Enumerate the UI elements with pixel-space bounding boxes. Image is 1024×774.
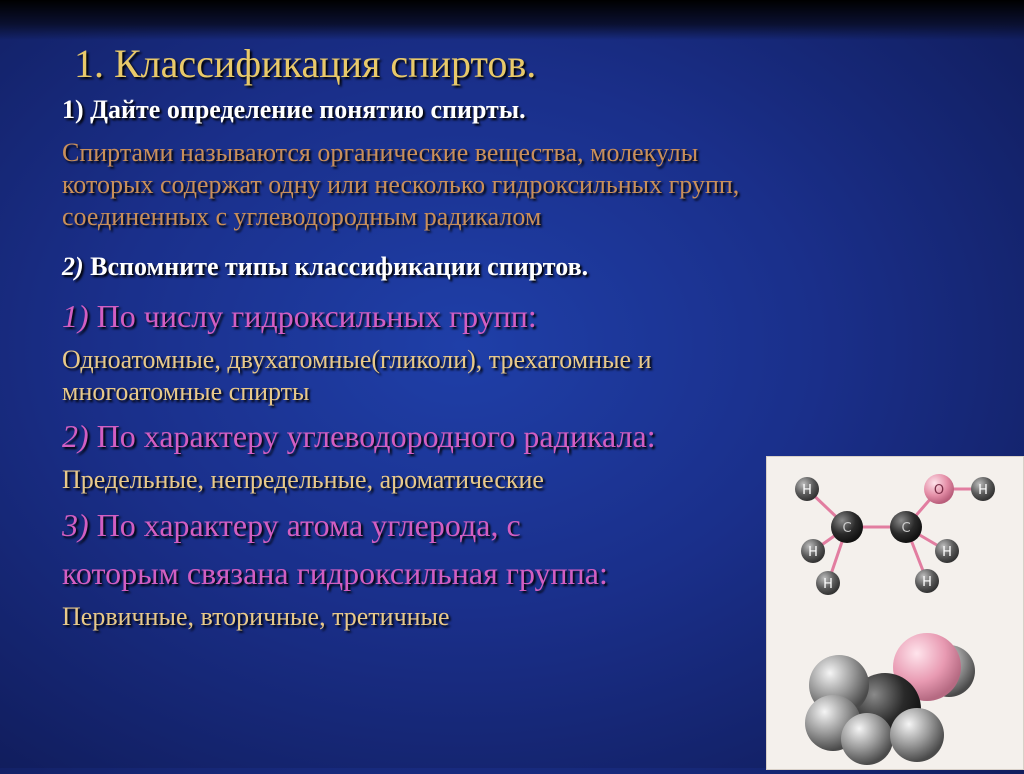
svg-text:H: H <box>823 577 833 592</box>
hydrogen-atom <box>935 539 959 563</box>
oxygen-atom <box>924 474 954 504</box>
type-2-heading <box>62 418 656 455</box>
top-band <box>0 0 1024 40</box>
question-2-number: 2) <box>62 252 84 281</box>
svg-text:C: C <box>842 521 852 536</box>
svg-text:H: H <box>808 545 818 560</box>
type-3-heading-line-1 <box>62 507 521 544</box>
question-2 <box>62 252 588 282</box>
hydrogen-atom <box>795 477 819 501</box>
svg-text:H: H <box>802 483 812 498</box>
hydrogen-atom <box>816 571 840 595</box>
type-3-heading-text: По характеру атома углерода, с <box>88 507 521 543</box>
definition-line-1: Спиртами называются органические вещества, молекулы <box>62 138 699 167</box>
type-2-heading-text: По характеру углеводородного радикала: <box>88 418 656 454</box>
svg-text:C: C <box>901 521 911 536</box>
type-3-answer: Первичные, вторичные, третичные <box>62 602 450 631</box>
carbon-atom <box>831 511 863 543</box>
type-1-number: 1) <box>62 298 89 334</box>
question-1: 1) Дайте определение понятию спирты. <box>62 95 526 124</box>
hydrogen-atom <box>971 477 995 501</box>
question-2-text: Вспомните типы классификации спиртов. <box>83 252 589 281</box>
type-2-number: 2) <box>62 418 89 454</box>
type-3-number: 3) <box>62 507 89 543</box>
hydrogen-atom <box>801 539 825 563</box>
svg-text:H: H <box>978 483 988 498</box>
slide-title: 1. Классификация спиртов. <box>74 41 537 86</box>
svg-text:H: H <box>942 545 952 560</box>
hydrogen-atom <box>915 569 939 593</box>
definition-line-3: соединенных с углеводородным радикалом <box>62 202 542 231</box>
type-3-heading-line-2: которым связана гидроксильная группа: <box>62 555 608 591</box>
type-1-heading <box>62 298 537 335</box>
definition-line-2: которых содержат одну или несколько гидроксильных групп, <box>62 170 740 199</box>
svg-text:O: O <box>933 483 945 498</box>
type-1-answer-line-1: Одноатомные, двухатомные(гликоли), трехатомные и <box>62 345 652 374</box>
svg-text:H: H <box>922 575 932 590</box>
type-1-heading-text: По числу гидроксильных групп: <box>88 298 537 334</box>
carbon-atom <box>890 511 922 543</box>
type-2-answer: Предельные, непредельные, ароматические <box>62 465 544 494</box>
molecule-illustration <box>766 456 1024 770</box>
hydrogen-sphere <box>890 708 944 762</box>
hydrogen-sphere <box>841 713 893 765</box>
ethanol-molecule-svg <box>767 457 1023 769</box>
type-1-answer-line-2: многоатомные спирты <box>62 377 310 406</box>
space-filling-model <box>805 633 975 765</box>
